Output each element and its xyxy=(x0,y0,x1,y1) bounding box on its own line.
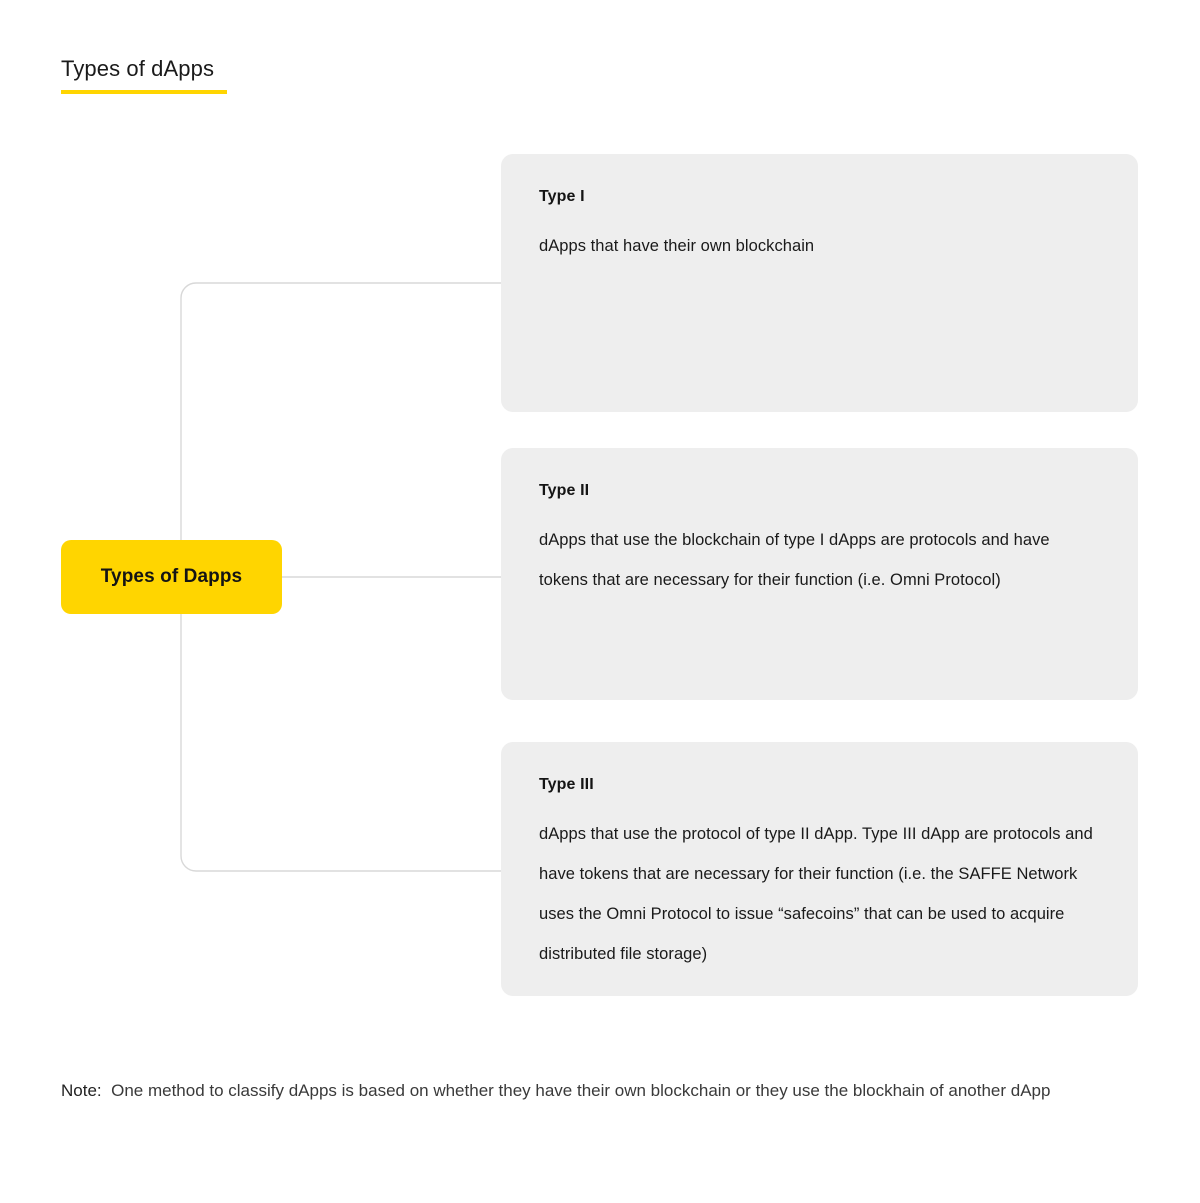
branch-title: Type III xyxy=(539,776,594,793)
branch-body: dApps that have their own blockchain xyxy=(539,237,815,255)
root-node-label: Types of Dapps xyxy=(100,566,243,587)
branch-body: dApps that use the protocol of type II dApp. Type III dApp are protocols and have tokens that are necessary for their function (i.e. the SAFFE Network uses the Omni Protocol to issue “safecoins” that can be used to acquire distributed file storage) xyxy=(539,825,1093,963)
branch-title: Type II xyxy=(539,482,590,499)
branch-card-type-ii[interactable] xyxy=(501,448,1138,700)
note-block xyxy=(61,1072,1061,1110)
branch-card-type-iii[interactable] xyxy=(501,742,1138,996)
note-label: Note: xyxy=(61,1081,102,1100)
root-node-types-of-dapps[interactable] xyxy=(61,540,282,614)
note-text: One method to classify dApps is based on whether they have their own blockchain or they use the blockhain of another dApp xyxy=(111,1081,1051,1100)
page-title: Types of dApps xyxy=(61,56,215,81)
branch-card-type-i[interactable] xyxy=(501,154,1138,412)
branch-body: dApps that use the blockchain of type I dApps are protocols and have tokens that are necessary for their function (i.e. Omni Protocol) xyxy=(539,531,1050,589)
branch-title: Type I xyxy=(539,188,585,205)
